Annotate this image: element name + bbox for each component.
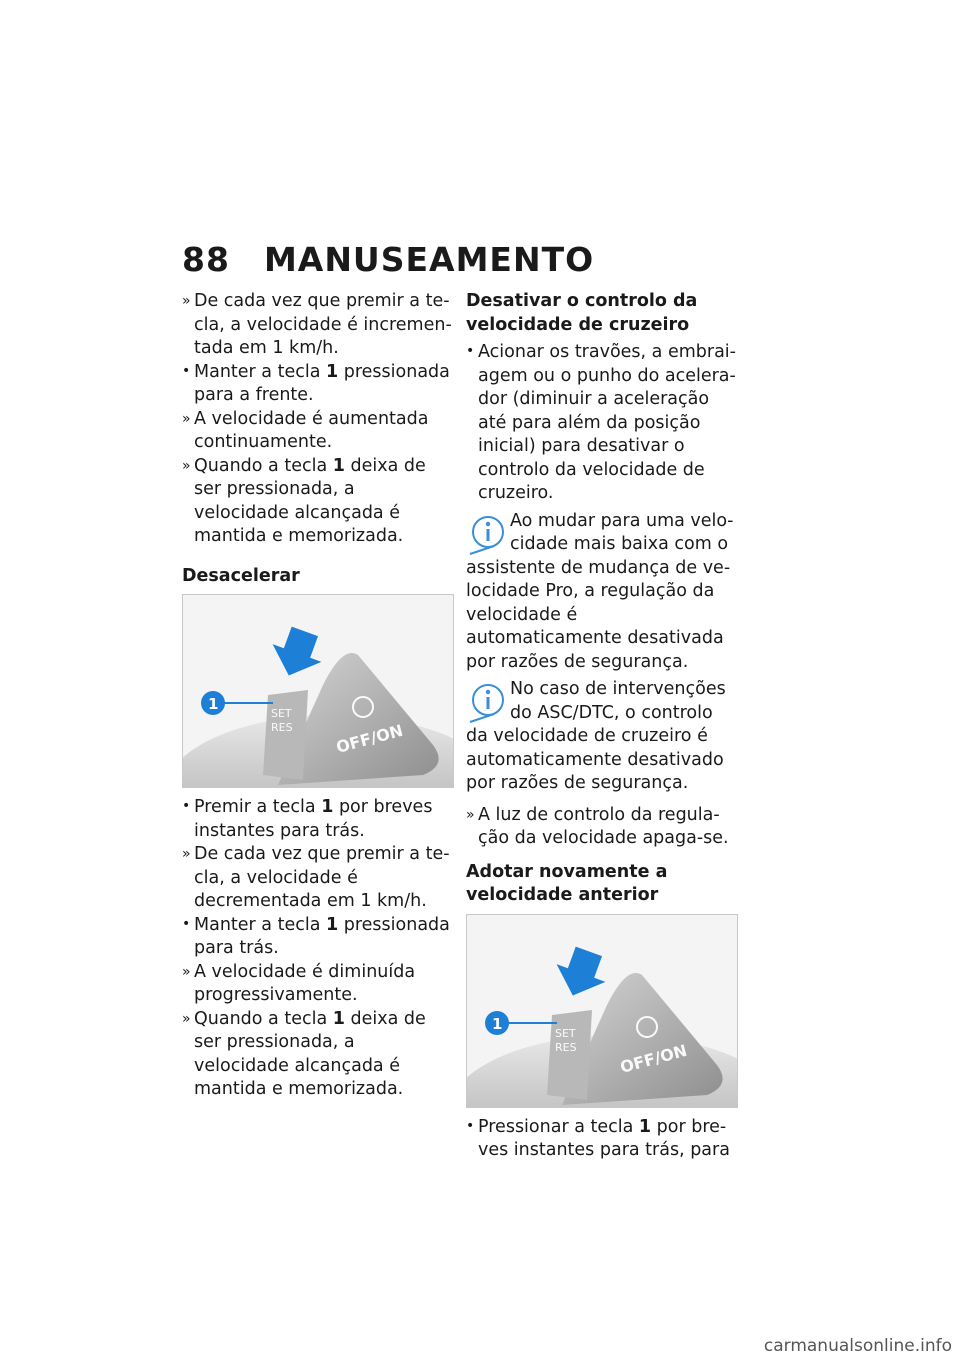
info-note: No caso de intervenções do ASC/DTC, o controlo da velocidade de cruzeiro é automaticamente desativado por razões de segurança. — [466, 679, 726, 793]
key-ref: 1 — [321, 797, 334, 817]
info-icon — [466, 678, 506, 724]
figure-set-button-resume — [466, 914, 738, 1108]
bullet-marker: • — [466, 1117, 475, 1134]
list-item: » Quando a tecla 1 deixa de ser pressionada, a velocidade alcançada é mantida e memorizada. — [182, 455, 426, 546]
set-label: SET — [555, 1026, 576, 1040]
left-column — [182, 290, 454, 1102]
figure-set-button-decelerate — [182, 594, 454, 788]
right-column — [466, 290, 738, 1163]
callout-1: 1 — [208, 695, 219, 713]
info-note: Ao mudar para uma velocidade mais baixa com o assistente de mudança de velocidade Pro, a regulação da velocidade é automaticamente desativada por razões de segurança. — [466, 510, 734, 672]
list-item: • Manter a tecla 1 pressionada para a frente. — [182, 361, 450, 405]
res-label: RES — [555, 1040, 577, 1054]
page-number: 88 — [182, 240, 230, 279]
list-item: » A luz de controlo da regulação da velocidade apaga-se. — [466, 804, 729, 848]
section-heading-desativar: Desativar o controlo da velocidade de cruzeiro — [466, 291, 698, 335]
arrow-marker: » — [182, 846, 191, 862]
list-item: • Pressionar a tecla 1 por breves instantes para trás, para — [466, 1116, 730, 1160]
set-label: SET — [271, 707, 292, 720]
key-ref: 1 — [326, 914, 339, 935]
bullet-marker: • — [182, 798, 191, 814]
res-label: RES — [271, 721, 293, 734]
list-item: » Quando a tecla 1 deixa de ser pressionada, a velocidade alcançada é mantida e memorizada. — [182, 1008, 426, 1099]
key-ref: 1 — [638, 1116, 652, 1137]
page-header — [182, 240, 594, 279]
arrow-marker: » — [182, 410, 191, 427]
switch-illustration — [183, 595, 453, 787]
switch-illustration — [467, 915, 737, 1107]
key-ref: 1 — [326, 361, 339, 382]
info-icon — [466, 510, 506, 556]
section-heading-desacelerar: Desacelerar — [182, 565, 300, 586]
list-item: » A velocidade é aumentada continuamente. — [182, 408, 429, 452]
offon-label: OFF/ON — [618, 1040, 690, 1077]
callout-1: 1 — [492, 1014, 503, 1033]
arrow-marker: » — [182, 1010, 191, 1027]
list-item: • Acionar os travões, a embraiagem ou o punho do acelerador (diminuir a aceleração até para além da posição inicial) para desativar o controlo da velocidade de cruzeiro. — [466, 342, 736, 503]
bullet-marker: • — [182, 362, 191, 379]
bullet-marker: • — [466, 343, 475, 359]
list-item: » De cada vez que premir a tecla, a velocidade é incrementada em 1 km/h. — [182, 291, 452, 358]
bullet-marker: • — [182, 915, 191, 932]
list-item: • Manter a tecla 1 pressionada para trás. — [182, 914, 450, 958]
list-item: » A velocidade é diminuída progressivamente. — [182, 961, 416, 1005]
offon-label: OFF/ON — [334, 720, 406, 757]
section-heading-adotar: Adotar novamente a velocidade anterior — [466, 861, 668, 905]
arrow-marker: » — [182, 963, 191, 980]
key-ref: 1 — [332, 455, 345, 476]
page-title: MANUSEAMENTO — [263, 240, 595, 279]
arrow-marker: » — [466, 806, 475, 823]
watermark: carmanualsonline.info — [763, 1336, 952, 1356]
arrow-marker: » — [182, 457, 191, 474]
arrow-marker: » — [182, 293, 191, 309]
list-item: » De cada vez que premir a tecla, a velocidade é decrementada em 1 km/h. — [182, 844, 450, 911]
list-item: • Premir a tecla 1 por breves instantes para trás. — [182, 797, 433, 841]
key-ref: 1 — [332, 1008, 345, 1029]
